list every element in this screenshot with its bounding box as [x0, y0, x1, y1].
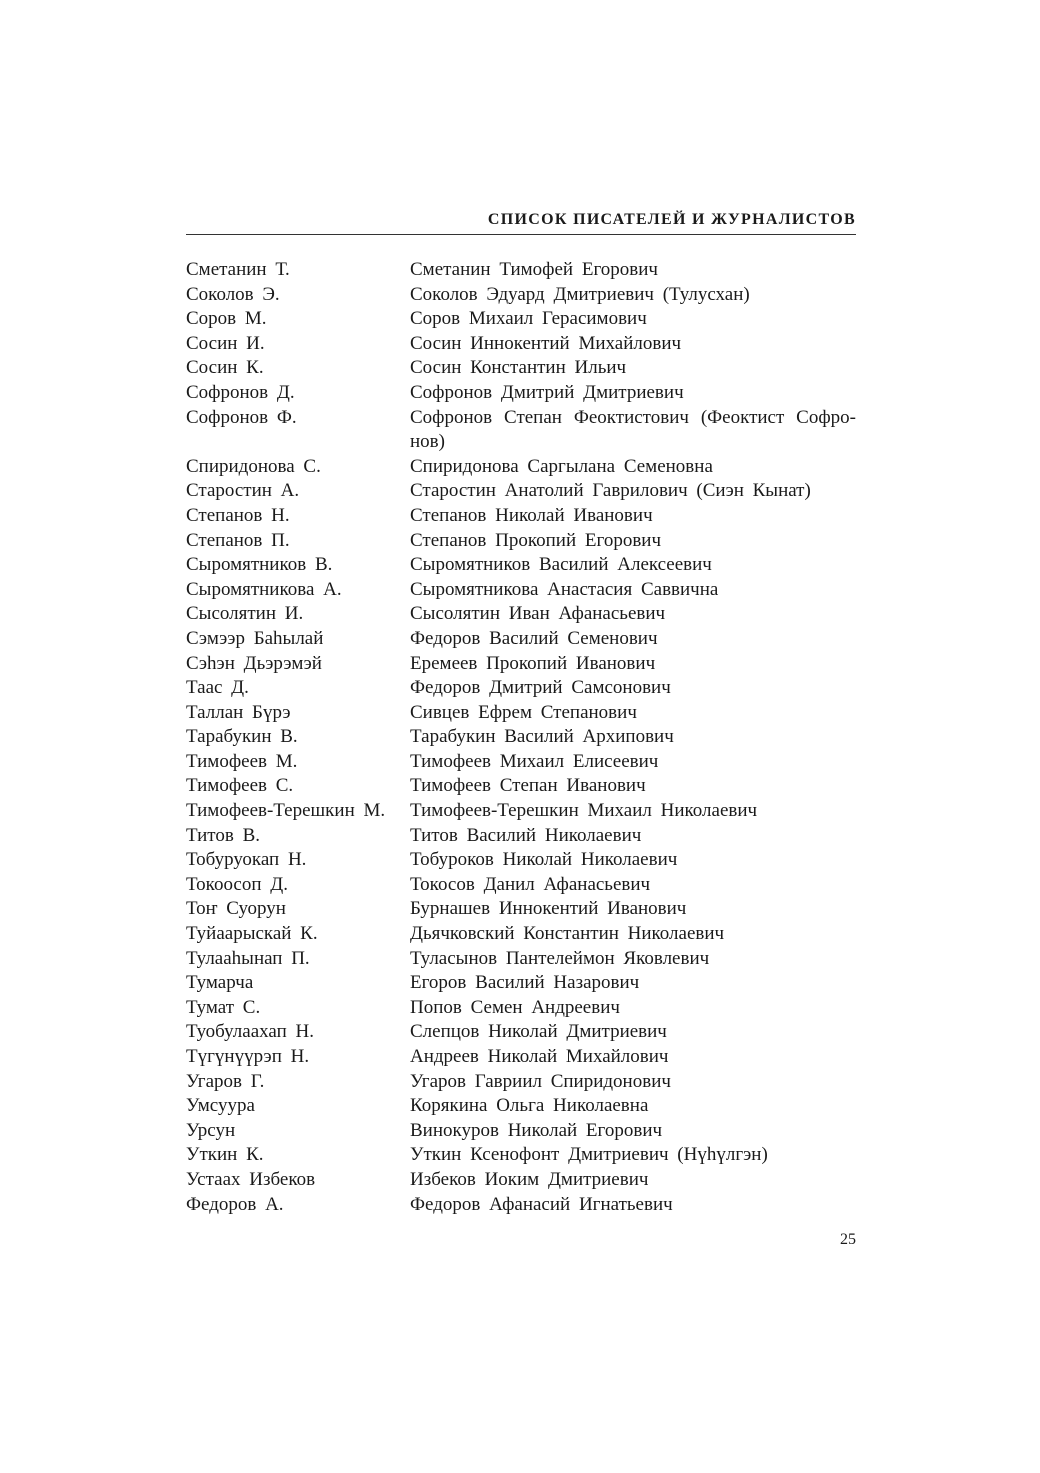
full-name: Титов Василий Николаевич: [410, 824, 642, 846]
full-name: Егоров Василий Назарович: [410, 972, 640, 994]
list-row: [186, 258, 856, 283]
list-row: [186, 1168, 856, 1193]
pseudonym: Федоров А.: [186, 1193, 284, 1215]
pseudonym: Тумарча: [186, 972, 254, 994]
pseudonym: Түгүнүүрэп Н.: [186, 1046, 310, 1067]
pseudonym: Таас Д.: [186, 677, 249, 699]
pseudonym: Сосин К.: [186, 357, 264, 379]
full-name: Сосин Иннокентий Михайлович: [410, 332, 682, 354]
list-row: [186, 652, 856, 677]
pseudonym: Соколов Э.: [186, 283, 280, 305]
full-name: Соколов Эдуард Дмитриевич (Тулусхан): [410, 283, 750, 305]
full-name: Винокуров Николай Егорович: [410, 1119, 663, 1141]
full-name: Сивцев Ефрем Степанович: [410, 701, 637, 723]
list-row: [186, 1070, 856, 1095]
pseudonym: Тоҥ Суорун: [186, 898, 286, 920]
pseudonym: Сыромятников В.: [186, 554, 333, 576]
pseudonym: Софронов Д.: [186, 381, 295, 403]
full-name: Федоров Василий Семенович: [410, 627, 658, 649]
full-name: Туласынов Пантелеймон Яковлевич: [410, 947, 710, 969]
pseudonym: Уткин К.: [186, 1144, 264, 1166]
pseudonym: Сысолятин И.: [186, 603, 304, 625]
pseudonym: Угаров Г.: [186, 1070, 265, 1092]
full-name: Тобуроков Николай Николаевич: [410, 849, 678, 871]
pseudonym: Титов В.: [186, 824, 260, 846]
pseudonym: Сэмээр Баһылай: [186, 627, 324, 649]
full-name: Уткин Ксенофонт Дмитриевич (Нүһүлгэн): [410, 1144, 768, 1166]
full-name: Тимофеев Степан Иванович: [410, 775, 646, 797]
list-row: [186, 1020, 856, 1045]
list-row: [186, 947, 856, 972]
full-name: Попов Семен Андреевич: [410, 996, 620, 1018]
pseudonym: Туобулаахап Н.: [186, 1021, 314, 1043]
list-row: [186, 529, 856, 554]
full-name: Софронов Степан Феоктистович (Феоктист Софронов): [410, 406, 856, 453]
pseudonym: Сметанин Т.: [186, 259, 290, 280]
list-row: [186, 406, 856, 455]
list-row: [186, 307, 856, 332]
list-row: [186, 922, 856, 947]
pseudonym: Степанов П.: [186, 529, 290, 551]
list-row: [186, 873, 856, 898]
full-name: Старостин Анатолий Гаврилович (Сиэн Кынат): [410, 480, 811, 502]
pseudonym: Тулааһынап П.: [186, 947, 310, 969]
list-row: [186, 504, 856, 529]
full-name: Дьячковский Константин Николаевич: [410, 923, 725, 945]
pseudonym: Тумат С.: [186, 996, 261, 1018]
list-row: [186, 332, 856, 357]
pseudonym: Умсуура: [186, 1095, 255, 1117]
list-row: [186, 479, 856, 504]
full-name: Андреев Николай Михайлович: [410, 1046, 669, 1067]
full-name: Тарабукин Василий Архипович: [410, 726, 674, 748]
full-name: Избеков Иоким Дмитриевич: [410, 1168, 649, 1190]
list-row: [186, 725, 856, 750]
list-row: [186, 750, 856, 775]
full-name: Сметанин Тимофей Егорович: [410, 259, 658, 280]
full-name: Слепцов Николай Дмитриевич: [410, 1021, 667, 1043]
list-row: [186, 1119, 856, 1144]
list-row: [186, 553, 856, 578]
list-row: [186, 356, 856, 381]
pseudonym: Софронов Ф.: [186, 406, 297, 428]
list-row: [186, 578, 856, 603]
full-name: Степанов Николай Иванович: [410, 504, 653, 526]
pseudonym: Тимофеев С.: [186, 775, 294, 797]
pseudonym: Спиридонова С.: [186, 455, 321, 477]
pseudonym: Токоосоп Д.: [186, 873, 288, 895]
pseudonym: Урсун: [186, 1119, 236, 1141]
list-row: [186, 1193, 856, 1218]
list-row: [186, 799, 856, 824]
list-row: [186, 897, 856, 922]
full-name: Спиридонова Саргылана Семеновна: [410, 455, 713, 477]
full-name: Сысолятин Иван Афанасьевич: [410, 603, 666, 625]
pseudonym: Сыромятникова А.: [186, 578, 342, 600]
pseudonym: Тимофеев-Терешкин М.: [186, 800, 386, 822]
pseudonym: Соров М.: [186, 308, 267, 330]
pseudonym: Тимофеев М.: [186, 750, 298, 772]
full-name: Тимофеев Михаил Елисеевич: [410, 750, 659, 772]
list-row: [186, 971, 856, 996]
full-name: Федоров Дмитрий Самсонович: [410, 677, 671, 699]
list-row: [186, 848, 856, 873]
pseudonym: Тарабукин В.: [186, 726, 298, 748]
full-name: Еремеев Прокопий Иванович: [410, 652, 656, 674]
full-name: Сыромятникова Анастасия Саввична: [410, 578, 719, 600]
list-row: [186, 701, 856, 726]
list-row: [186, 1094, 856, 1119]
list-row: [186, 676, 856, 701]
pseudonym: Таллан Бүрэ: [186, 701, 291, 723]
list-row: [186, 283, 856, 308]
pseudonym: Туйаарыскай К.: [186, 923, 318, 945]
list-row: [186, 381, 856, 406]
running-header: [186, 210, 856, 235]
full-name: Бурнашев Иннокентий Иванович: [410, 898, 687, 920]
pseudonym: Устаах Избеков: [186, 1168, 316, 1190]
writers-list: [186, 258, 856, 1217]
pseudonym: Тобуруокап Н.: [186, 849, 307, 871]
list-row: [186, 996, 856, 1021]
full-name: Тимофеев-Терешкин Михаил Николаевич: [410, 800, 758, 822]
list-row: [186, 455, 856, 480]
list-row: [186, 774, 856, 799]
full-name: Соров Михаил Герасимович: [410, 308, 647, 330]
full-name: Федоров Афанасий Игнатьевич: [410, 1193, 673, 1215]
full-name: Сосин Константин Ильич: [410, 357, 627, 379]
pseudonym: Сэһэн Дьэрэмэй: [186, 652, 322, 674]
full-name: Сыромятников Василий Алексеевич: [410, 554, 712, 576]
list-row: [186, 824, 856, 849]
list-row: [186, 602, 856, 627]
full-name: Угаров Гавриил Спиридонович: [410, 1070, 671, 1092]
list-row: [186, 627, 856, 652]
full-name: Корякина Ольга Николаевна: [410, 1095, 649, 1117]
full-name: Степанов Прокопий Егорович: [410, 529, 662, 551]
pseudonym: Старостин А.: [186, 480, 300, 502]
full-name: Токосов Данил Афанасьевич: [410, 873, 651, 895]
list-row: [186, 1045, 856, 1070]
page-number: 25: [840, 1231, 856, 1248]
pseudonym: Сосин И.: [186, 332, 265, 354]
running-header-title: СПИСОК ПИСАТЕЛЕЙ И ЖУРНАЛИСТОВ: [487, 211, 856, 228]
list-row: [186, 1143, 856, 1168]
pseudonym: Степанов Н.: [186, 504, 290, 526]
full-name: Софронов Дмитрий Дмитриевич: [410, 381, 684, 403]
